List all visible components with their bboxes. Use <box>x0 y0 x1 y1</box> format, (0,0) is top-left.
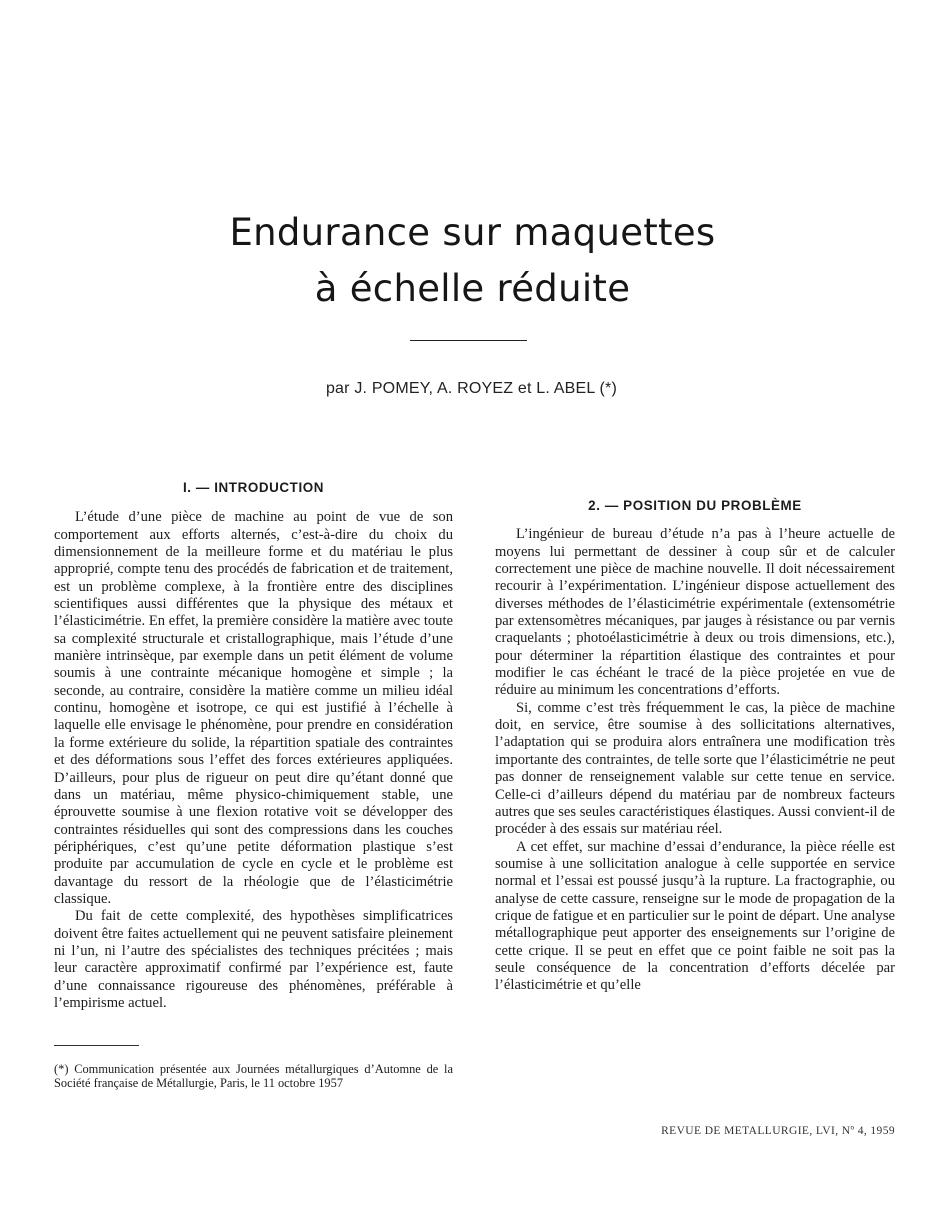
introduction-paragraph-2: Du fait de cette complexité, des hypothèses simplificatrices doivent être faites actuellement qui ne peuvent satisfaire pleinement ni l’un, ni l’autre des spécialistes des techniques précitées ; mais leur caractère approximatif confirmé par l’expérience est, faute d’une connaissance rigoureuse des phénomènes, préférable à l’empirisme actuel. <box>54 908 453 1011</box>
position-paragraph-1: L’ingénieur de bureau d’étude n’a pas à l’heure actuelle de moyens lui permettant de dessiner à coup sûr et de calculer correctement une pièce de machine nouvelle. Il doit nécessairement recourir à l’expérimentation. L’ingénieur dispose actuellement des diverses méthodes de l’élasticimétrie expérimentale (extensométrie par extensomètres mécaniques, par jauges à résistance ou par vernis craquelants ; photoélasticimétrie à deux ou trois dimensions, etc.), pour déterminer la répartition élastique des contraintes et pour modifier le cas échéant le tracé de la pièce projetée en vue de réduire au minimum les concentrations d’efforts. <box>495 526 895 699</box>
title-line-2: à échelle réduite <box>314 267 631 310</box>
title-divider <box>410 340 527 341</box>
title-line-1: Endurance sur maquettes <box>229 211 716 254</box>
journal-reference: REVUE DE METALLURGIE, LVI, Nº 4, 1959 <box>661 1125 895 1137</box>
introduction-paragraph-1: L’étude d’une pièce de machine au point de vue de son comportement aux efforts alternés, c’est-à-dire du choix du dimensionnement de la meilleure forme et du matériau le plus approprié, compte tenu des procédés de fabrication et de traitement, est un problème complexe, à la frontière entre des disciplines scientifiques aussi différentes que la physique des métaux et l’élasticimétrie. En effet, la première considère la matière avec toute sa complexité structurale et cristallographique, mais l’étude d’une manière intrinsèque, par exemple dans un petit élément de volume soumis à une contrainte mécanique homogène et simple ; la seconde, au contraire, considère la matière comme un milieu idéal continu, homogène et isotrope, ce qui est justifié à l’échelle à laquelle elle envisage le phénomène, pour prendre en considération la forme extérieure du solide, la répartition spatiale des contraintes et des déformations sous l’effet des forces extérieures appliquées. D’ailleurs, pour plus de rigueur on peut dire qu’étant donné que dans un matériau, même physico-chimiquement stable, une éprouvette soumise à une flexion rotative voit se développer des contraintes résiduelles qui sont des compressions dans les couches périphériques, c’est qu’une petite déformation plastique s’est produite par accumulation de cycle en cycle et le problème est davantage du ressort de la rhéologie que de l’élasticimétrie classique. <box>54 509 453 907</box>
right-column <box>495 479 895 995</box>
introduction-heading: I. — INTRODUCTION <box>182 480 325 495</box>
article-title <box>0 205 930 317</box>
footnote: (*) Communication présentée aux Journées métallurgiques d’Automne de la Société française de Métallurgie, Paris, le 11 octobre 1957 <box>54 1062 453 1091</box>
position-heading: 2. — POSITION DU PROBLÈME <box>588 498 802 513</box>
footnote-divider <box>54 1045 139 1046</box>
left-column <box>54 479 453 1012</box>
position-paragraph-2: Si, comme c’est très fréquemment le cas, la pièce de machine doit, en service, être soumise à des sollicitations alternatives, l’adaptation qui se produira alors entraînera une modification très importante des contraintes, de telle sorte que l’élasticimétrie ne peut pas donner de renseignement valable sur cette tenue en service. Celle-ci d’ailleurs dépend du matériau par de nombreux facteurs autres que ses seules caractéristiques élastiques. Aussi convient-il de procéder à des essais sur matériau réel. <box>495 699 895 838</box>
author-line: par J. POMEY, A. ROYEZ et L. ABEL (*) <box>325 380 618 397</box>
position-paragraph-3: A cet effet, sur machine d’essai d’endurance, la pièce réelle est soumise à une sollicitation analogue à celle supportée en service normal et l’essai est poussé jusqu’à la rupture. La fractographie, ou analyse de cette cassure, renseigne sur le mode de propagation de la crique de fatigue et en particulier sur le point de départ. Une analyse métallographique peut apporter des enseignements sur l’origine de cette crique. Il se peut en effet que ce point faible ne soit pas la seule conséquence de la concentration d’efforts décelée par l’élasticimétrie et qu’elle <box>495 838 895 994</box>
